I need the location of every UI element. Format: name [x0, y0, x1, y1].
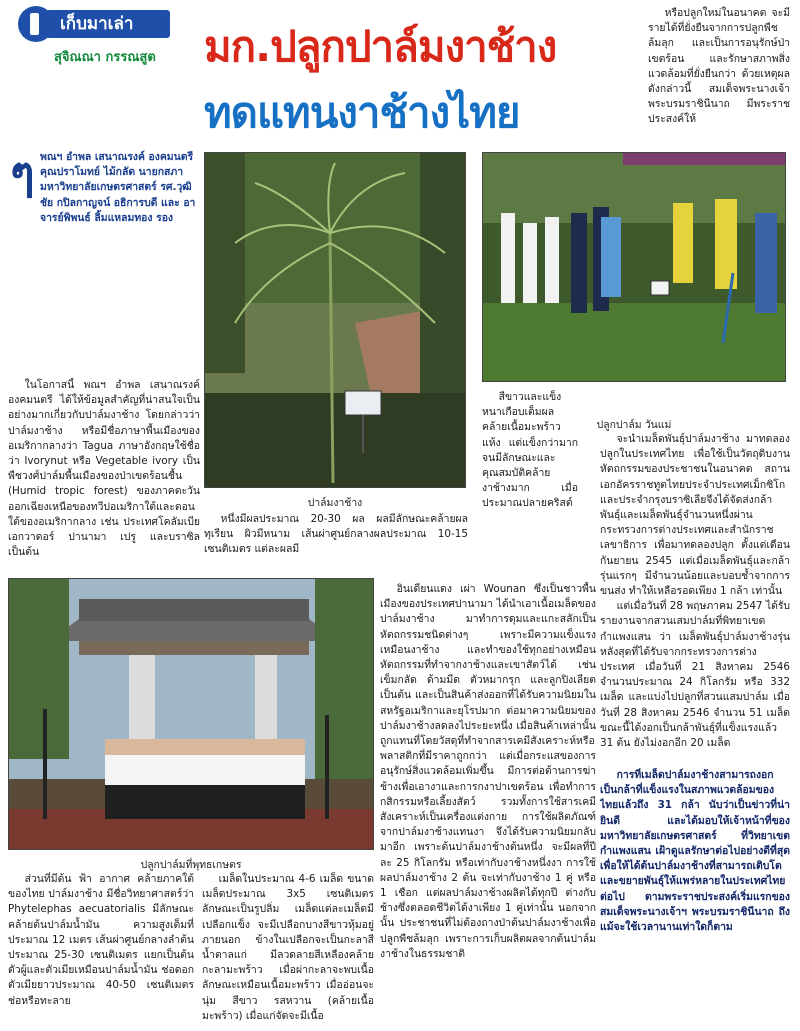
intro-paragraph-cont	[8, 226, 200, 372]
palm-plant-image	[205, 153, 466, 488]
intro-paragraph-start	[40, 150, 200, 226]
caption-group: ปลูกปาล์มที่พุทธเกษตร	[140, 859, 242, 871]
body-col2-top-text: สีขาวและแข็ง หนาเกือบเต็มผล คล้ายเนื้อมะพร้าวแห้ง แต่แข็งกว่ามาก จนมีลักษณะและคุณสมบัติคล้ายงาช้างมาก เมื่อประมาณปลายคริสต์	[482, 391, 578, 510]
body-col2-lower	[380, 582, 596, 1026]
body-col3-mid2-text: แต่เมื่อวันที่ 28 พฤษภาคม 2547 ได้รับรายงานจากสวนเสมปาล์มที่พิทยาเขตกำแพงแสน ว่า เมล็ดพันธุ์ปาล์มงาช้างรุ่นหลังสุดที่ได้รับจากกระทรวงการต่างประเทศ เมื่อวันที่ 21 สิงหาคม 2546 จำนวนประมาณ 24 กิโลกรัม หรือ 332 เมล็ด และแบ่งไปปลูกที่สวนแสมปาล์ม เมื่อวันที่ 28 สิงหาคม 2546 จำนวน 51 เมล็ด ขณะนี้ได้งอกเป็นกล้าพันธุ์ที่แข็งแรงแล้ว 31 ต้น ยังไม่งอกอีก 20 เมล็ด	[600, 600, 790, 750]
body-bottom-left	[8, 872, 194, 1026]
body-col3-top	[648, 6, 790, 148]
body-col3-mid-text: จะนำเมล็ดพันธุ์ปาล์มงาช้าง มาทดลองปลูกในประเทศไทย เพื่อใช้เป็นวัตถุดิบงานหัตถกรรมของประชาชนในอนาคต สถานเอกอัครราชทูตไทยประจำประเทศเม็กซิโก และประจำกรุงบราซิเลียจึงได้จัดส่งกล้าพันธุ์และเมล็ดพันธุ์จำนวนหนึ่งผ่านกระทรวงการต่างประเทศและสำนักราชเลขาธิการ เพื่อมาทดลองปลูก ตั้งแต่เดือนกันยายน 2545 แต่เมื่อเมล็ดพันธุ์และกล้ารุ่นแรกๆ มีจำนวนน้อยและบอบช้ำจากการขนส่ง ทำให้เหลือรอดเพียง 1 กล้า เท่านั้น	[600, 433, 790, 598]
ceremony-photo	[482, 152, 786, 382]
palm-plant-photo	[204, 152, 466, 488]
body-bottom-mid	[202, 872, 374, 1026]
body-col3-mid	[600, 432, 790, 764]
body-col1	[8, 378, 200, 586]
body-col3-bold	[600, 768, 790, 1024]
headline-line1: มก.ปลูกปาล์มงาช้าง	[204, 22, 557, 71]
drop-cap: ๆ	[10, 146, 35, 200]
caption-ceremony: ปลูกปาล์ม วันแม่	[596, 419, 672, 431]
body-bottom-mid-text: เมล็ดในประมาณ 4-6 เมล็ด ขนาดเมล็ดประมาณ 3x5 เซนติเมตร ลักษณะเป็นรูปลิ่ม เมล็ดแต่ละเมล็ดมีเปลือกแข็ง จะมีเปลือกบางสีขาวหุ้มอยู่ภายนอก ข้างในเปลือกจะเป็นกะลาสีน้ำตาลแก่ มีลวดลายสีเหลืองคล้ายกะลามะพร้าว เมื่อผ่ากะลาจะพบเนื้อลักษณะเหมือนเนื้อมะพร้าว เมื่ออ่อนจะนุ่ม สีขาว รสหวาน (คล้ายเนื้อมะพร้าว) เมื่อแก่จัดจะมีเนื้อ	[202, 873, 374, 1022]
headline-line2: ทดแทนงาช้างไทย	[204, 88, 520, 137]
ceremony-image	[483, 153, 786, 382]
group-photo	[8, 578, 374, 850]
intro-text: พณฯ อำพล เสนาณรงค์ องคมนตรี คุณปราโมทย์ ไม้กลัด นายกสภามหาวิทยาลัยเกษตรศาสตร์ รศ.วุฒิชัย กปิลกาญจน์ อธิการบดี และ อาจารย์พิพนธ์ ลิ้มแหลมทอง รอง	[40, 151, 196, 224]
column-logo	[18, 6, 168, 42]
author-name: สุจิณณา กรรณสูต	[54, 50, 156, 65]
column-name: เก็บมาเล่า	[46, 10, 170, 38]
body-col3-top-text: หรือปลูกใหม่ในอนาคต จะมีรายได้ที่ยั่งยืนจากการปลูกพืชล้มลุก และเป็นการอนุรักษ์ป่าเขตร้อน และรักษาสภาพสิ่งแวดล้อมที่ยั่งยืนกว่า ด้วยเหตุผลดังกล่าวนี้ สมเด็จพระนางเจ้า พระบรมราชินีนาถ มีพระราชประสงค์ให้	[648, 7, 790, 126]
body-col2-mid-text: หนึ่งมีผลประมาณ 20-30 ผล ผลมีลักษณะคล้ายผลทุเรียน ผิวมีหนาม เส้นผ่าศูนย์กลางผลประมาณ 10-15 เซนติเมตร แต่ละผลมี	[204, 513, 468, 556]
body-col2-lower-text: อินเดียนแดง เผ่า Wounan ซึ่งเป็นชาวพื้นเมืองของประเทศปานามา ได้นำเอาเนื้อเมล็ดของปาล์มงาช้าง มาทำการดุมและแกะสลักเป็นหัตถกรรมชนิดต่างๆ เพราะมีความแข็งแรงเหมือนงาช้าง และทำของใช้ทุกอย่างเหมือนหัตถกรรมที่ทำจากงาช้างและเขาสัตว์ได้ เช่น เข็มกลัด ด้ามมีด ตัวหมากรุก และลูกปิงเลียต เป็นต้น และเป็นสินค้าส่งออกที่ได้รับความนิยมในสหรัฐอเมริกาและยุโรปมาก ต่อมาความนิยมของปาล์มงาช้างลดลงไประยะหนึ่ง เมื่อสินค้าเหล่านั้นถูกแทนที่โดยวัสดุที่ทำจากสารเคมีสังเคราะห์หรือพลาสติกที่มีราคาถูกกว่า แต่เมื่อกระแสของการอนุรักษ์สิ่งแวดล้อมเพิ่มขึ้น มีการต่อต้านการฆ่าช้างเพื่อเอางาและการกงาปาเขตร้อน เพื่อทำการกสิกรรมหรือเลี้ยงสัตว์ รวมทั้งการใช้สารเคมีสังเคราะห์เป็นเครื่องแต่งกาย การใช้ผลิตภัณฑ์จากปาล์มงาช้างแทนงา จึงได้รับความนิยมกลับมาอีก เพราะต้นปาล์มงาช้างต้นหนึ่ง จะมีผลที่ปีละ 25 กิโลกรัม หรือเท่ากับงาช้างหนึ่งงา การใช้ผลปาล์มงาช้าง 2 ต้น จะเท่ากับงาช้าง 1 คู่ หรือ 1 เชือก แต่ผลปาล์มงาช้างผลิตได้ทุกปี ต่างกับช้างซึ่งตลอดชีวิตได้งาเพียง 1 คู่เท่านั้น นอกจากนั้น ประชาชนที่ไม่ต้องถางป่าต้นปาล์มงาช้างเพื่อปลูกพืชล้มลุก เพราะการเก็บผลิตผลจากต้นปาล์มงาช้างในธรรมชาติ	[380, 583, 596, 960]
body-col2-mid	[204, 512, 468, 572]
caption-palm-plant: ปาล์มงาช้าง	[307, 497, 363, 509]
group-image	[9, 579, 374, 850]
body-col3-bold-text: การที่เมล็ดปาล์มงาช้างสามารถงอกเป็นกล้าที่แข็งแรงในสภาพแวดล้อมของไทยแล้วถึง 31 กล้า นับว่าเป็นข่าวที่น่ายินดี และได้มอบให้เจ้าหน้าที่ของมหาวิทยาลัยเกษตรศาสตร์ ที่วิทยาเขตกำแพงแสน เฝ้าดูแลรักษาต่อไปอย่างดีที่สุด เพื่อให้ได้ต้นปาล์มงาช้างที่สามารถเติบโตและขยายพันธุ์ให้แพร่หลายในประเทศไทยต่อไป ตามพระราชประสงค์เริ่มแรกของสมเด็จพระนางเจ้าฯ พระบรมราชินีนาถ ถึงแม้จะใช้เวลานานเท่าใดก็ตาม	[600, 769, 790, 934]
body-col2-top	[482, 390, 578, 510]
body-bottom-left-text: ส่วนที่มีต้น ฟ้า อากาศ คล้ายภาคใต้ของไทย ปาล์มงาช้าง มีชื่อวิทยาศาสตร์ว่า Phytelephas aecuatorialis มีลักษณะคล้ายต้นปาล์มน้ำมัน ความสูงเต็มที่ประมาณ 12 เมตร เส้นผ่าศูนย์กลางลำต้นประมาณ 25-30 เซนติเมตร แยกเป็นต้นตัวผู้และตัวเมียเหมือนปาล์มน้ำมัน ช่อดอกตัวเมียยาวประมาณ 40-50 เซนติเมตร ช่อหรือทะลาย	[8, 873, 194, 1007]
body-col1-text: ในโอกาสนี้ พณฯ อำพล เสนาณรงค์ องคมนตรี ได้ให้ข้อมูลสำคัญที่น่าสนใจเป็นอย่างมากเกี่ยวกับปาล์มงาช้าง โดยกล่าวว่า ปาล์มงาช้าง หรือมีชื่อภาษาพื้นเมืองของอเมริกากลางว่า Tagua ภาษาอังกฤษใช้ชื่อว่า Ivorynut หรือ Vegetable ivory เป็นพืชวงศ์ปาล์มพื้นเมืองของป่าเขตร้อนชื้น (Humid tropic forest) ของภาคตะวันออกเฉียงเหนือของทวีปอเมริกาใต้และตอนใต้ของอเมริกากลาง เช่น ประเทศโคลัมเบีย เอกวาดอร์ ปานามา เปรู และบราซิล เป็นต้น	[8, 379, 200, 559]
